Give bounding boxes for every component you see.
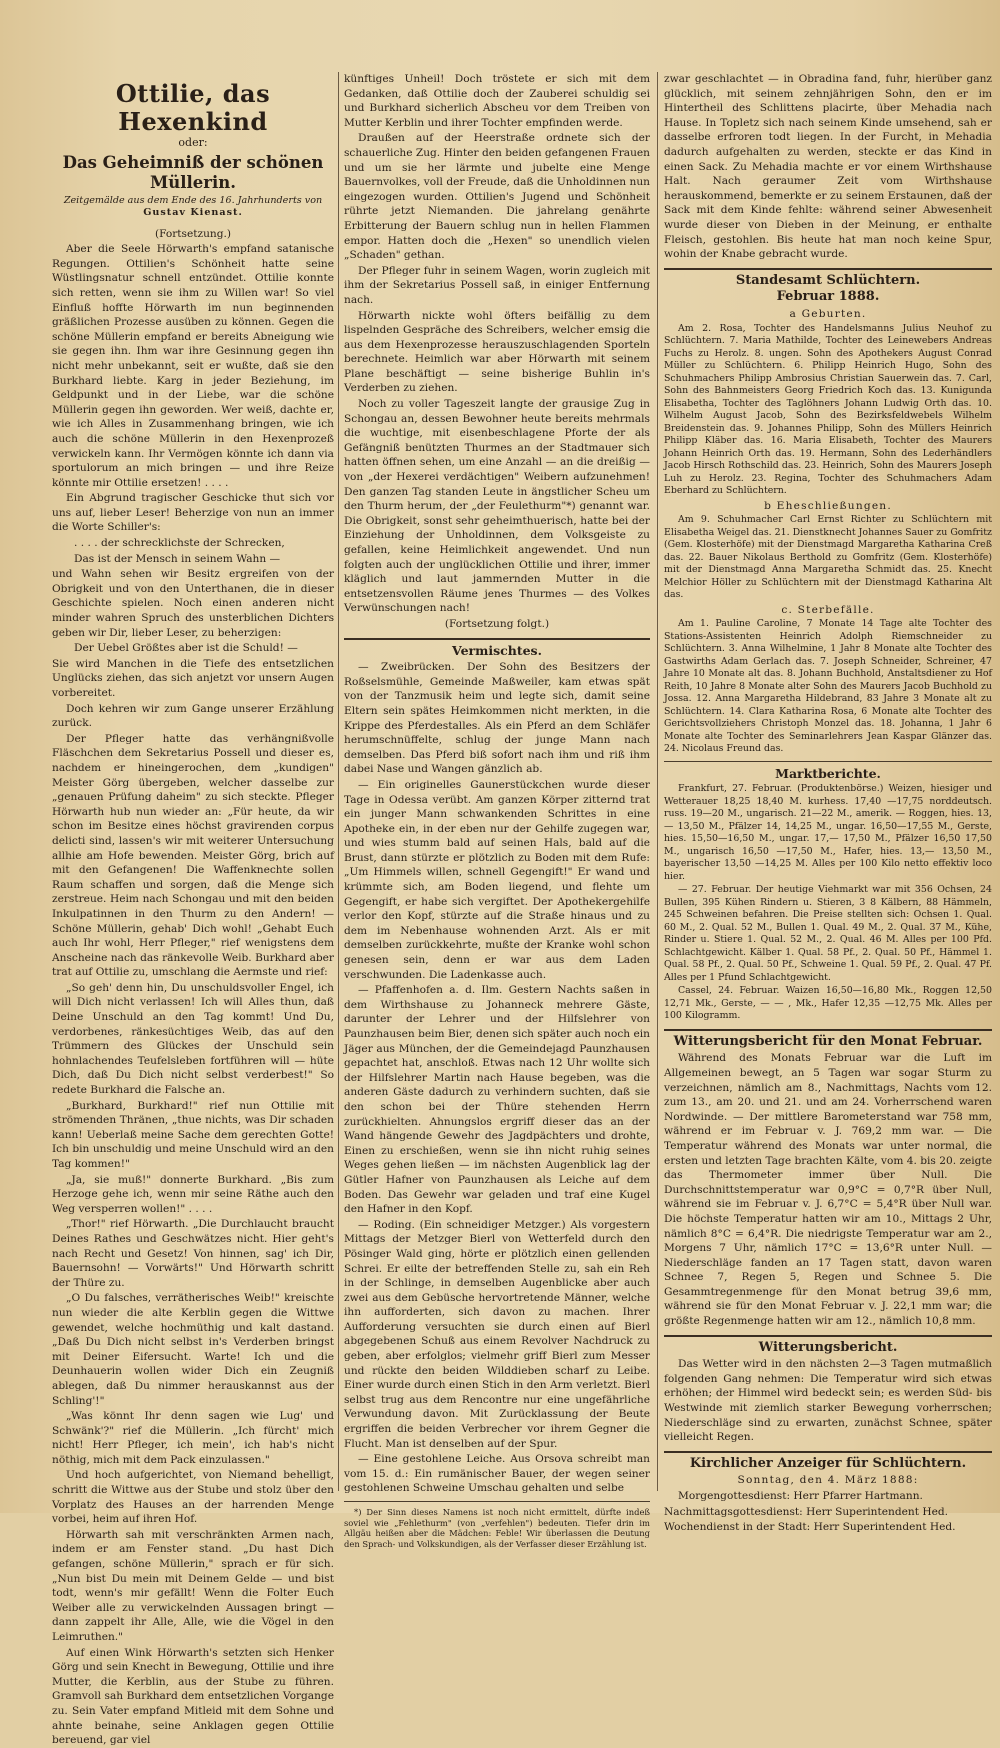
story-subtitle: Das Geheimniß der schönen Müllerin.: [62, 152, 324, 192]
column-3: [664, 72, 992, 1534]
ehe-text: Am 9. Schuhmacher Carl Ernst Richter zu Schlüchtern mit Elisabetha Weigel das. 21. Dienstknecht Johannes Sauer zu Gomfritz (Gem. Klosterhöfe) mit der Dienstmagd Margaretha Katharina Creß das. 22. Bauer Nikolaus Berthold zu Gomfritz (Gem. Klosterhöfe) mit der Dienstmagd Anna Margaretha Schmidt das. 25. Knecht Melchior Höller zu Schlüchtern mit der Dienstmagd Katharina Alt das.: [664, 514, 992, 601]
section-divider: [664, 1451, 992, 1453]
column-rule-1: [338, 72, 339, 1491]
section-divider: [664, 1029, 992, 1031]
kirche-heading: Kirchlicher Anzeiger für Schlüchtern.: [689, 1455, 967, 1471]
wetter-heading: Witterungsbericht.: [758, 1339, 898, 1355]
wetter-text: Das Wetter wird in den nächsten 2—3 Tagen mutmaßlich folgenden Gang nehmen: Die Temperatur wird sich etwas erhöhen; der Himmel wird bedeckt sein; es werden Süd- bis Westwinde mit ziemlich starker Bewegung vorherrschen; Niederschläge sind zu erwarten, zunächst Schnee, später vielleicht Regen.: [664, 1358, 992, 1444]
markt-heading: Marktberichte.: [775, 765, 881, 781]
story-quote: Der Uebel Größtes aber ist die Schuld! —: [74, 642, 298, 655]
kirche-line: Morgengottesdienst: Herr Pfarrer Hartmann.: [678, 1490, 923, 1502]
story-paragraph: Sie wird Manchen in die Tiefe des entsetzlichen Unglücks ziehen, das sich anjetzt vor unsern Augen vorbereitet.: [52, 657, 334, 699]
story-paragraph: Hörwarth nickte wohl öfters beifällig zu dem lispelnden Gespräche des Schreibers, welcher emsig die aus dem Hexenprozesse herauszuschlagenden Sporteln berechnete. Heimlich war aber Hörwarth mit seinem Plane beschäftigt — seine bisherige Buhlin in's Verderben zu ziehen.: [344, 309, 650, 395]
vermischtes-item: — Eine gestohlene Leiche. Aus Orsova schreibt man vom 15. d.: Ein rumänischer Bauer, der wegen seiner gestohlenen Schweine Umschau gehalten und selbe: [344, 1453, 650, 1495]
footnote-divider: [344, 1501, 650, 1502]
vermischtes-continuation: zwar geschlachtet — in Obradina fand, fuhr, hierüber ganz glücklich, mit seinem zehnjährigen Sohn, den er im Hintertheil des Schlittens placirte, über Mehadia nach Hause. In Topletz sich nach seinem Kinde umsehend, sah er dasselbe erfroren todt liegen. In der Furcht, in Mehadia dadurch aufgehalten zu werden, steckte er das Kind in einen Sack. Zu Mehadia machte er vor einem Wirthshause Halt. Nach geraumer Zeit vom Wirthshause herauskommend, bemerkte er zu seinem Erstaunen, daß der Sack mit dem Kinde fehlte: während seiner Abwesenheit wurde dieser von Dieben in der Meinung, er enthalte Fleisch, gestohlen. Bis heute hat man noch keine Spur, wohin der Knabe gebracht wurde.: [664, 73, 992, 261]
story-paragraph: Und hoch aufgerichtet, von Niemand behelligt, schritt die Wittwe aus der Stube und stolz über den Vorplatz des Hauses an der harrenden Menge vorbei, heim auf ihren Hof.: [52, 1469, 334, 1526]
section-divider: [664, 761, 992, 762]
story-paragraph: Doch kehren wir zum Gange unserer Erzählung zurück.: [52, 702, 334, 730]
wetter-feb-heading: Witterungsbericht für den Monat Februar.: [673, 1033, 983, 1049]
story-paragraph: Der Pfleger fuhr in seinem Wagen, worin zugleich mit ihm der Sekretarius Possell saß, in einiger Entfernung nach.: [344, 264, 650, 306]
wetter-feb-text: Während des Monats Februar war die Luft im Allgemeinen bewegt, an 5 Tagen war sogar Sturm zu verzeichnen, nämlich am 8., Nachmittags, Nachts vom 12. zum 13., am 20. und 21. und am 24. Vorherrschend waren Nordwinde. — Der mittlere Barometerstand war 758 mm, während er im Februar v. J. 769,2 mm war. — Die Temperatur während des Monats war unter normal, die ersten und letzten Tage brachten Kälte, vom 4. bis 20. zeigte das Thermometer immer über Null. Die Durchschnittstemperatur war 0,9°C = 0,7°R über Null, während sie im Februar v. J. 6,7°C = 5,4°R über Null war. Die höchste Temperatur hatten wir am 10., Mittags 2 Uhr, nämlich 8°C = 6,4°R. Die niedrigste Temperatur war am 2., Morgens 7 Uhr, nämlich 17°C = 13,6°R unter Null. — Niederschläge fanden an 17 Tagen statt, davon waren Schnee 7, Regen 5, Regen und Schnee 5. Die Gesammtregenmenge für den Monat betrug 39,6 mm, während sie für den Monat Februar v. J. 22,1 mm war; die größte Regenmenge hatten wir am 12., nämlich 10,8 mm.: [664, 1052, 992, 1328]
section-divider: [664, 268, 992, 270]
story-byline: [52, 195, 334, 219]
kirche-date: Sonntag, den 4. März 1888:: [737, 1474, 919, 1487]
story-paragraph: und Wahn sehen wir Besitz ergreifen von der Obrigkeit und von den Unterthanen, die in dieser Geschichte spielen. Noch einen anderen nicht minder wahren Spruch des unsterblichen Dichters geben wir Dir, lieber Leser, zu beherzigen:: [52, 568, 334, 639]
geburten-text: Am 2. Rosa, Tochter des Handelsmanns Julius Neuhof zu Schlüchtern. 7. Maria Mathilde, Tochter des Leinewebers Andreas Fuchs zu Herolz. 8. ungen. Sohn des Apothekers August Conrad Müller zu Schlüchtern. 6. Philipp Heinrich Hugo, Sohn des Schuhmachers Philipp Ambrosius Christian Sauerwein das. 7. Carl, Sohn des Bahnmeisters Georg Friedrich Koch das. 13. Kunigunda Elisabetha, Tochter des Taglöhners Johann Ludwig Orth das. 10. Wilhelm August Jacob, Sohn des Bezirksfeldwebels Wilhelm Breidenstein das. 9. Johannes Philipp, Sohn des Müllers Heinrich Philipp Kläber das. 16. Maria Elisabeth, Tochter des Maurers Johann Heinrich Orth das. 19. Hermann, Sohn des Lederhändlers Jacob Hirsch Rothschild das. 23. Heinrich, Sohn des Maurers Joseph Luh zu Herolz. 23. Regina, Tochter des Schuhmachers Adam Eberhard zu Schlüchtern.: [664, 322, 992, 496]
story-fortsetzung: (Fortsetzung.): [154, 227, 232, 240]
story-paragraph: Der Pfleger hatte das verhängnißvolle Fläschchen dem Sekretarius Possell und dieser es, nachdem er hineingerochen, dem „kundigen" Meister Görg übergeben, welcher dasselbe zur „genauen Prüfung daheim" zu sich steckte. Pfleger Hörwarth hub nun wieder an: „Für heute, da wir schon im Besitze eines höchst gravirenden corpus delicti sind, lassen's wir mit weiterer Untersuchung allhie am Hofe bewenden. Meister Görg, brich auf mit den Gefangenen! Die Waffenknechte sollen Raum schaffen und sorgen, daß die Menge sich zerstreue. Heim nach Schongau und mit den beiden Inkulpatinnen in den Thurm zu den Andern! — Schöne Müllerin, gehab' Dich wohl! „Gehabt Euch auch Ihr wohl, Herr Pfleger," rief wenigstens dem Anscheine nach das ränkevolle Weib. Burkhard aber trat auf Ottilie zu, umschlang die Aermste und rief:: [52, 732, 334, 979]
story-author: Gustav Kienast.: [143, 206, 243, 218]
story-paragraph: Auf einen Wink Hörwarth's setzten sich Henker Görg und sein Knecht in Bewegung, Ottilie und ihre Mutter, die Kerblin, aus der Stube zu führen. Gramvoll sah Burkhard dem entsetzlichen Vorgange zu. Sein Vater empfand Mitleid mit dem Sohne und ahnte beinahe, seine Anklagen gegen Ottilie bereuend, gar viel: [52, 1646, 334, 1747]
section-divider: [344, 638, 650, 640]
story-paragraph: „Burkhard, Burkhard!" rief nun Ottilie mit strömenden Thränen, „thue nichts, was Dir schaden kann! Ueberlaß meine Sache dem gerechten Gotte! Ich bin unschuldig und meine Unschuld wird an den Tag kommen!": [52, 1099, 334, 1170]
column-rule-2: [657, 72, 658, 1491]
vermischtes-item: — Zweibrücken. Der Sohn des Besitzers der Roßselsmühle, Gemeinde Maßweiler, kam etwas spät von der Tanzmusik heim und legte sich, damit seine Eltern sein spätes Heimkommen nicht merkten, in die Krippe des Pferdestalles. Als ein Pferd an dem Schläfer herumschnüffelte, schlug der junge Mann nach demselben. Das Pferd biß sofort nach ihm und riß ihm dabei Nase und Wangen gänzlich ab.: [344, 661, 650, 776]
vermischtes-item: — Ein originelles Gaunerstückchen wurde dieser Tage in Odessa verübt. Am ganzen Körper zitternd trat ein junger Mann schwankenden Schrittes in eine Apotheke ein, in der eben nur der Gehilfe zugegen war, und wies stumm bald auf seinen Hals, bald auf die Brust, dann stürzte er plötzlich zu Boden mit dem Rufe: „Um Himmels willen, schnell Gegengift!" Er wand und krümmte sich, am Boden liegend, und flehte um Gegengift, er habe sich vergiftet. Der Apothekergehilfe verlor den Kopf, stürzte auf die Straße hinaus und zu dem im Nebenhause wohnenden Arzt. Als er mit demselben zurückkehrte, mußte der Kranke wohl schon genesen sein, denn er war aus dem Laden verschwunden. Die Ladenkasse auch.: [344, 778, 650, 981]
story-quote: . . . . der schrecklichste der Schrecken,: [74, 537, 285, 550]
vermischtes-item: — Pfaffenhofen a. d. Ilm. Gestern Nachts saßen in dem Wirthshause zu Johanneck mehrere Gäste, darunter der Lehrer und der Hilfslehrer von Paunzhausen beim Bier, denen sich später auch noch ein Jäger aus München, der die Gemeindejagd Paunzhausen gepachtet hat, anschloß. Etwas nach 12 Uhr wollte sich der Hilfslehrer Martin nach Hause begeben, was die anderen Gäste dadurch zu verhindern suchten, daß sie den schon bei der Thüre stehenden Herrn zurückhielten. Ahnungslos ergriff dieser das an der Wand hängende Gewehr des Jagdpächters und drohte, Einen zu erschießen, wenn sie ihn nicht ruhig seines Weges gehen ließen — im nächsten Augenblick lag der Gütler Hafner von Paunzhausen als Leiche auf dem Boden. Das Gewehr war geladen und traf eine Kugel den Hafner in den Kopf.: [344, 984, 650, 1216]
story-paragraph: Noch zu voller Tageszeit langte der grausige Zug in Schongau an, dessen Bewohner heute bereits mehrmals die wuchtige, mit eisenbeschlagene Pforte der als Gefängniß benützten Thurmes an der Stadtmauer sich hatten öffnen sehen, um eine Anzahl — an die dreißig — von „der Hexerei verdächtigen" Weibern aufzunehmen! Den ganzen Tag standen Leute in ängstlicher Scheu um den Thurm herum, der „der Feulethurm"*) genannt war. Die Obrigkeit, sonst sehr geheimthuerisch, hatte bei der Einziehung der Unholdinnen, dem Volksgeiste zu gefallen, keine Heimlichkeit angewendet. Und nun folgten auch der unglücklichen Ottilie und ihrer, immer kläglich und laut jammernden Mutter in die entsetzensvollen Räume jenes Thurmes — des Volkes Verwünschungen nach!: [344, 398, 650, 615]
vermischtes-heading: Vermischtes.: [452, 642, 542, 658]
story-oder: oder:: [178, 136, 208, 149]
story-paragraph: „So geh' denn hin, Du unschuldsvoller Engel, ich will Dich nicht verlassen! Ich will Alles thun, daß Deine Unschuld an den Tag kommt! Und Du, verdorbenes, ränkesüchtiges Weib, das auf den Trümmern des Glückes der Unschuld sein hohnlachendes Teufelsleben fortführen will — hüte Dich, daß Du Dich nicht selbst verderbest!" So redete Burkhard die Falsche an.: [52, 981, 334, 1097]
story-paragraph: „Ja, sie muß!" donnerte Burkhard. „Bis zum Herzoge gehe ich, wenn mir seine Räthe auch den Weg versperren wollen!" . . . .: [52, 1173, 334, 1215]
kirche-line: Wochendienst in der Stadt: Herr Superintendent Hed.: [664, 1521, 956, 1534]
sterbe-text: Am 1. Pauline Caroline, 7 Monate 14 Tage alte Tochter des Stations-Assistenten Heinrich Adolph Riemschneider zu Schlüchtern. 3. Anna Wilhelmine, 1 Jahr 8 Monate alte Tochter des Gastwirths Adam Gerlach das. 7. Joseph Schneider, Schreiner, 47 Jahre 10 Monate alt das. 8. Johann Buchhold, Anstaltsdiener zu Hof Reith, 10 Jahre 8 Monate alter Sohn des Maurers Jacob Buchhold zu Jossa. 12. Anna Margaretha Hildebrand, 83 Jahre 3 Monate alt zu Schlüchtern. 14. Clara Katharina Rosa, 6 Monate alte Tochter des Gerichtsvollziehers Christoph Monzel das. 18. Johanna, 1 Jahr 6 Monate alte Tochter des Seminarlehrers Jean Kaspar Glänzer das. 24. Nicolaus Freund das.: [664, 618, 992, 755]
story-paragraph: „Thor!" rief Hörwarth. „Die Durchlaucht braucht Deines Rathes und Geschwätzes nicht. Hier geht's nach Recht und Gesetz! Von hinnen, sag' ich Dir, Bauernsohn! — Vorwärts!" Und Hörwarth schritt der Thüre zu.: [52, 1218, 334, 1289]
markt-cassel: Cassel, 24. Februar. Waizen 16,50—16,80 Mk., Roggen 12,50 12,71 Mk., Gerste, — — , Mk., Hafer 12,35 —12,75 Mk. Alles per 100 Kilogramm.: [664, 985, 992, 1022]
standesamt-heading: Standesamt Schlüchtern.: [735, 272, 921, 288]
ehe-heading: b Eheschließungen.: [764, 499, 892, 512]
story-quote: Das ist der Mensch in seinem Wahn —: [74, 552, 281, 565]
vermischtes-item: — Roding. (Ein schneidiger Metzger.) Als vorgestern Mittags der Metzger Bierl von Wetterfeld durch den Pösinger Wald ging, hörte er plötzlich einen gellenden Schrei. Er eilte der betreffenden Stelle zu, sah ein Reh in der Schlinge, in demselben Augenblicke aber auch zwei aus dem Gebüsche hervortretende Männer, welche ihn aufforderten, sich davon zu machen. Ihrer Aufforderung versuchten sie durch einen auf Bierl abgegebenen Schuß aus einem Revolver Nachdruck zu geben, aber erfolglos; vielmehr griff Bierl zum Messer und rückte den beiden Wilddieben scharf zu Leibe. Einer wurde durch einen Stich in den Arm verletzt. Bierl selbst trug aus dem Rencontre nur eine ungefährliche Verwundung davon. Mit Zurücklassung der Beute ergriffen die beiden Verbrecher vor ihrem Gegner die Flucht. Man ist denselben auf der Spur.: [344, 1218, 650, 1450]
story-footnote: *) Der Sinn dieses Namens ist noch nicht ermittelt, dürfte indeß soviel wie „Fehlethurm" (von „verfehlen") bedeuten. Tiefer drin im Allgäu heißen aber die Mädchen: Feble! Wir überlassen die Deutung den Sprach- und Volkskundigen, als der Verfasser dieser Erzählung ist.: [344, 1507, 650, 1549]
standesamt-month: Februar 1888.: [776, 289, 880, 305]
geburten-heading: a Geburten.: [789, 307, 867, 320]
story-paragraph: Draußen auf der Heerstraße ordnete sich der schauerliche Zug. Hinter den beiden gefangenen Frauen und um sie her lärmte und jubelte eine Menge Bauernvolkes, voll der Freude, daß die Unholdinnen nun eingezogen wurden. Ottilien's Jugend und Schönheit rührte jetzt Niemanden. Die jahrelang genährte Erbitterung der Bauern schlug nun in hellen Flammen empor. Hatten doch die „Hexen" so unendlich vielen „Schaden" gethan.: [344, 132, 650, 262]
column-2: [344, 72, 650, 1549]
story-folgt: (Fortsetzung folgt.): [444, 617, 550, 630]
column-1: [52, 72, 334, 1747]
sterbe-heading: c. Sterbefälle.: [781, 603, 875, 616]
story-title: Ottilie, das Hexenkind: [115, 79, 271, 136]
section-divider: [664, 1335, 992, 1337]
story-paragraph: „O Du falsches, verrätherisches Weib!" kreischte nun wieder die alte Kerblin gegen die Wittwe gewendet, welche hochmüthig und kalt dastand. „Daß Du Dich nicht selbst in's Verderben bringst mit Deiner Eifersucht. Warte! Ich und die Deunhauerin wollen wider Dich ein Zeugniß ablegen, daß Du nimmer herauskannst aus der Schling'!": [52, 1292, 334, 1407]
story-paragraph: künftiges Unheil! Doch tröstete er sich mit dem Gedanken, daß Ottilie doch der Zauberei schuldig sei und Burkhard sicherlich Abscheu vor dem Treiben von Mutter Kerblin und ihrer Tochter empfinden werde.: [344, 73, 650, 129]
story-paragraph: Ein Abgrund tragischer Geschicke thut sich vor uns auf, lieber Leser! Beherzige von nun an immer die Worte Schiller's:: [52, 492, 334, 534]
markt-frankfurt: Frankfurt, 27. Februar. (Produktenbörse.) Weizen, hiesiger und Wetterauer 18,25 18,40 M. kurhess. 17,40 —17,75 norddeutsch. russ. 19—20 M., ungarisch. 21—22 M., amerik. — Roggen, hies. 13,— 13,50 M., Pfälzer 14, 14,25 M., ungar. 16,50—17,55 M., Gerste, hies. 15,50—16,50 M., ungar. 17,— 17,50 M., Pfälzer 16,50 17,50 M., ungarisch 16,50 —17,50 M., Hafer, hies. 13,— 13,50 M., bayerischer 13,50 —14,25 M. Alles per 100 Kilo netto effektiv loco hier.: [664, 783, 992, 882]
kirche-line: Nachmittagsgottesdienst: Herr Superintendent Hed.: [664, 1505, 949, 1518]
story-zeitgemaelde: Zeitgemälde aus dem Ende des 16. Jahrhunderts von: [63, 194, 323, 206]
story-paragraph: „Was könnt Ihr denn sagen wie Lug' und Schwänk'?" rief die Müllerin. „Ich fürcht' mich nicht! Herr Pfleger, ich mein', ich hab's nicht nöthig, mich mit dem Pack einzulassen.": [52, 1410, 334, 1466]
markt-vieh: — 27. Februar. Der heutige Viehmarkt war mit 356 Ochsen, 24 Bullen, 395 Kühen Rindern u. Stieren, 3 8 Kälbern, 88 Hämmeln, 245 Schweinen befahren. Die Preise stellten sich: Ochsen 1. Qual. 60 M., 2. Qual. 52 M., Bullen 1. Qual. 49 M., 2. Qual. 37 M., Kühe, Rinder u. Stiere 1. Qual. 52 M., 2. Qual. 46 M. Alles per 100 Pfd. Schlachtgewicht. Kälber 1. Qual. 58 Pf., 2. Qual. 50 Pf., Hämmel 1. Qual. 58 Pf., 2. Qual. 50 Pf., Schweine 1. Qual. 59 Pf., 2. Qual. 47 Pf. Alles per 1 Pfund Schlachtgewicht.: [664, 884, 992, 983]
story-paragraph: Aber die Seele Hörwarth's empfand satanische Regungen. Ottilien's Schönheit hatte seine Wüstlingsnatur schnell entzündet. Ottilie konnte sich retten, wenn sie ihm zu Willen war! So viel Einfluß hoffte Hörwarth im nun beginnenden gräßlichen Prozesse ausüben zu können. Gegen die schöne Müllerin empfand er bereits Abneigung wie sie gegen ihn. Ihm war ihre Gesinnung gegen ihn nicht mehr unbekannt, seit er wußte, daß sie den Burkhard liebte. Karg in jeder Beziehung, im Geldpunkt und in der Liebe, war die schöne Müllerin gegen ihn geworden. Wer weiß, dachte er, wie ich Alles in Zusammenhang bringen, wie ich auch die schöne Müllerin in den Hexenprozeß verwickeln kann. Ihr Vermögen könnte ich dann via sportulorum an mich bringen — und ihre Reize könnte mir Ottilie ersetzen! . . . .: [52, 243, 334, 489]
story-paragraph: Hörwarth sah mit verschränkten Armen nach, indem er am Fenster stand. „Du hast Dich gefangen, schöne Müllerin," sprach er für sich. „Nun bist Du mein mit Deinem Gelde — und bist todt, wenn's mir gefällt! Wenn die Folter Euch Weiber alle zu verwickelnden Aussagen bringt — dann zappelt ihr Alle, Alle, wie die Vögel in den Leimruthen.": [52, 1528, 334, 1643]
